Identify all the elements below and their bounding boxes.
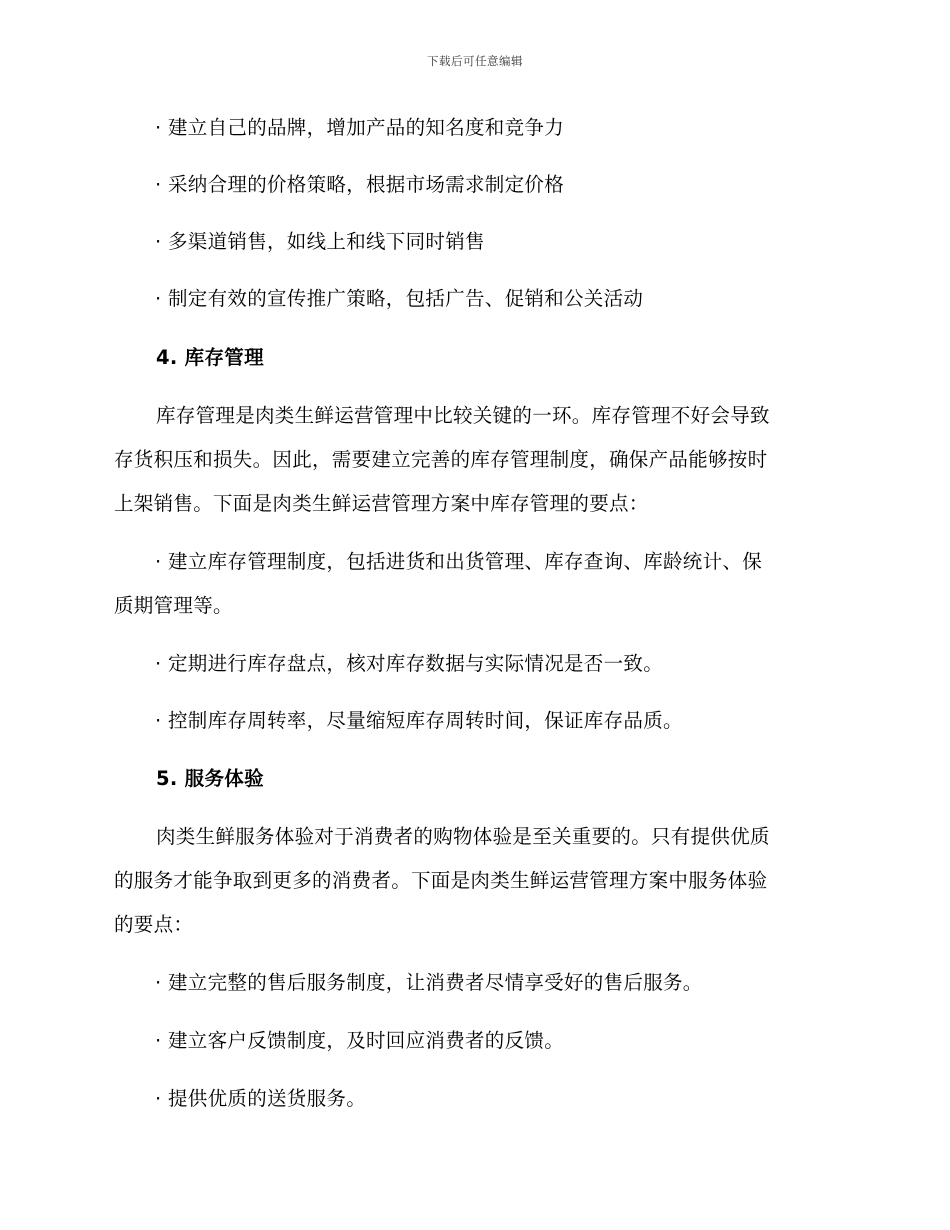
service-bullet-3: · 提供优质的送货服务。	[155, 1087, 366, 1110]
inventory-bullet-3: · 控制库存周转率，尽量缩短库存周转时间，保证库存品质。	[155, 709, 683, 732]
section-4-paragraph-line-2: 存货积压和损失。因此，需要建立完善的库存管理制度，确保产品能够按时	[114, 448, 768, 471]
service-bullet-1: · 建立完整的售后服务制度，让消费者尽情享受好的售后服务。	[155, 971, 703, 994]
inventory-bullet-2: · 定期进行库存盘点，核对库存数据与实际情况是否一致。	[155, 652, 663, 675]
inventory-bullet-1-line-2: 质期管理等。	[114, 594, 233, 617]
marketing-bullet-3: · 多渠道销售，如线上和线下同时销售	[155, 230, 485, 253]
section-5-paragraph-line-1: 肉类生鲜服务体验对于消费者的购物体验是至关重要的。只有提供优质	[156, 825, 770, 848]
marketing-bullet-4: · 制定有效的宣传推广策略，包括广告、促销和公关活动	[155, 287, 644, 310]
inventory-bullet-1-line-1: · 建立库存管理制度，包括进货和出货管理、库存查询、库龄统计、保	[155, 550, 762, 573]
section-4-paragraph-line-1: 库存管理是肉类生鲜运营管理中比较关键的一环。库存管理不好会导致	[156, 404, 770, 427]
section-5-heading: 5. 服务体验	[156, 767, 264, 790]
section-4-heading: 4. 库存管理	[156, 346, 264, 369]
section-5-paragraph-line-3: 的要点：	[114, 913, 194, 936]
marketing-bullet-1: · 建立自己的品牌，增加产品的知名度和竞争力	[155, 116, 564, 139]
service-bullet-2: · 建立客户反馈制度，及时回应消费者的反馈。	[155, 1029, 564, 1052]
page-header: 下载后可任意编辑	[427, 54, 523, 68]
marketing-bullet-2: · 采纳合理的价格策略，根据市场需求制定价格	[155, 173, 564, 196]
section-4-paragraph-line-3: 上架销售。下面是肉类生鲜运营管理方案中库存管理的要点：	[114, 492, 649, 515]
section-5-paragraph-line-2: 的服务才能争取到更多的消费者。下面是肉类生鲜运营管理方案中服务体验	[114, 869, 768, 892]
